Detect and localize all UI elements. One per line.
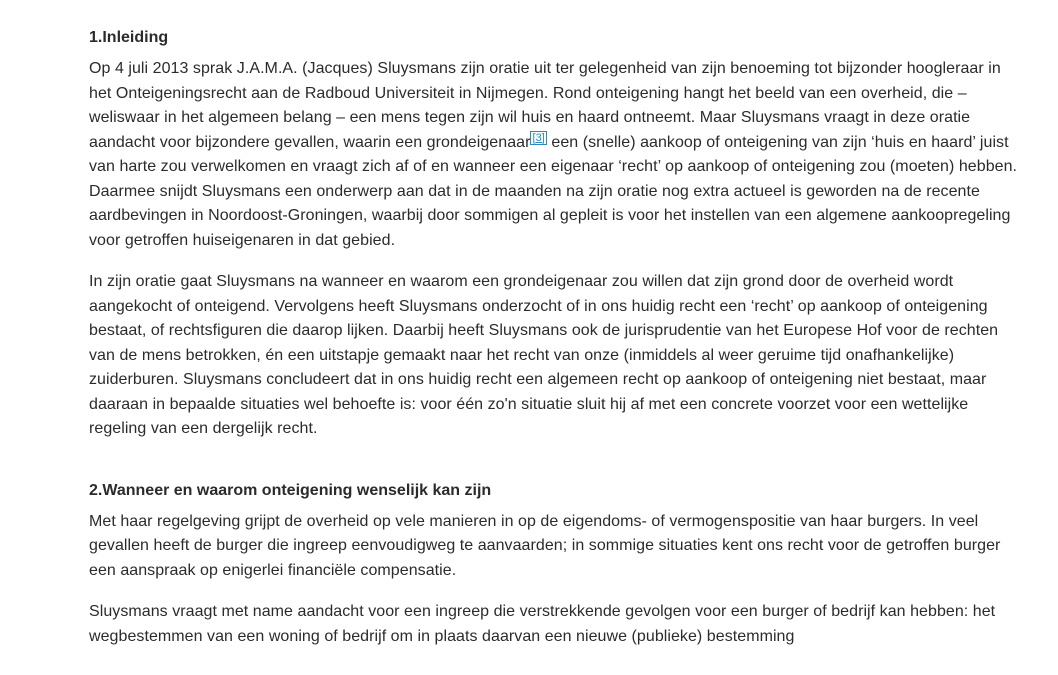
section-spacer: [89, 466, 1019, 480]
paragraph-regelgeving: Met haar regelgeving grijpt de overheid op vele manieren in op de eigendoms- of vermogenspositie van haar burgers. In veel gevallen heeft de burger die ingreep eenvoudigweg te aanvaarden; in sommige situaties kent ons recht voor de getroffen burger een aanspraak op enigerlei financiële compensatie.: [89, 512, 1001, 579]
paragraph-ingreep: Sluysmans vraagt met name aandacht voor een ingreep die verstrekkende gevolgen voor een burger of bedrijf kan hebben: het wegbestemmen van een woning of bedrijf om in plaats daarvan een nieuwe (publieke) bestemming: [89, 603, 996, 645]
paragraph-intro: [89, 57, 1019, 253]
document-page: [89, 27, 1019, 666]
section-heading-wanneer: 2.Wanneer en waarom onteigening wenselijk kan zijn: [89, 481, 492, 499]
section-heading-inleiding: 1.Inleiding: [89, 29, 169, 46]
paragraph-intro-text-a: Op 4 juli 2013 sprak J.A.M.A. (Jacques) Sluysmans zijn oratie uit ter gelegenheid van zijn benoeming tot bijzonder hoogleraar in het Onteigeningsrecht aan de Radboud Universiteit in Nijmegen. Rond onteigening hangt het beeld van een overheid, die – weliswaar in het algemeen belang – een mens tegen zijn wil huis en haard ontneemt. Maar Sluysmans vraagt in deze oratie aandacht voor bijzondere gevallen, waarin een grondeigenaar: [89, 60, 1001, 151]
paragraph-oratie: In zijn oratie gaat Sluysmans na wanneer en waarom een grondeigenaar zou willen dat zijn grond door de overheid wordt aangekocht of onteigend. Vervolgens heeft Sluysmans onderzocht of in ons huidig recht een ‘recht’ op aankoop of onteigening bestaat, of rechtsfiguren die daarop lijken. Daarbij heeft Sluysmans ook de jurisprudentie van het Europese Hof voor de rechten van de mens betrokken, én een uitstapje gemaakt naar het recht van onze (inmiddels al weer geruime tijd onafhankelijke) zuiderburen. Sluysmans concludeert dat in ons huidig recht een algemeen recht op aankoop of onteigening niet bestaat, maar daaraan in bepaalde situaties wel behoefte is: voor één zo'n situatie sluit hij af met een concrete voorzet voor een wettelijke regeling van een dergelijk recht.: [89, 273, 999, 437]
footnote-link[interactable]: [3]: [532, 131, 545, 144]
paragraph-intro-text-b: een (snelle) aankoop of onteigening van zijn ‘huis en haard’ juist van harte zou verwelkomen en vraagt zich af of en wanneer een eigenaar ‘recht’ op aankoop of onteigening zou (moeten) hebben. Daarmee snijdt Sluysmans een onderwerp aan dat in de maanden na zijn oratie nog extra actueel is geworden na de recente aardbevingen in Noordoost-Groningen, waarbij door sommigen al gepleit is voor het instellen van een algemene aankoopregeling voor getroffen huiseigenaren in dat gebied.: [89, 133, 1018, 249]
